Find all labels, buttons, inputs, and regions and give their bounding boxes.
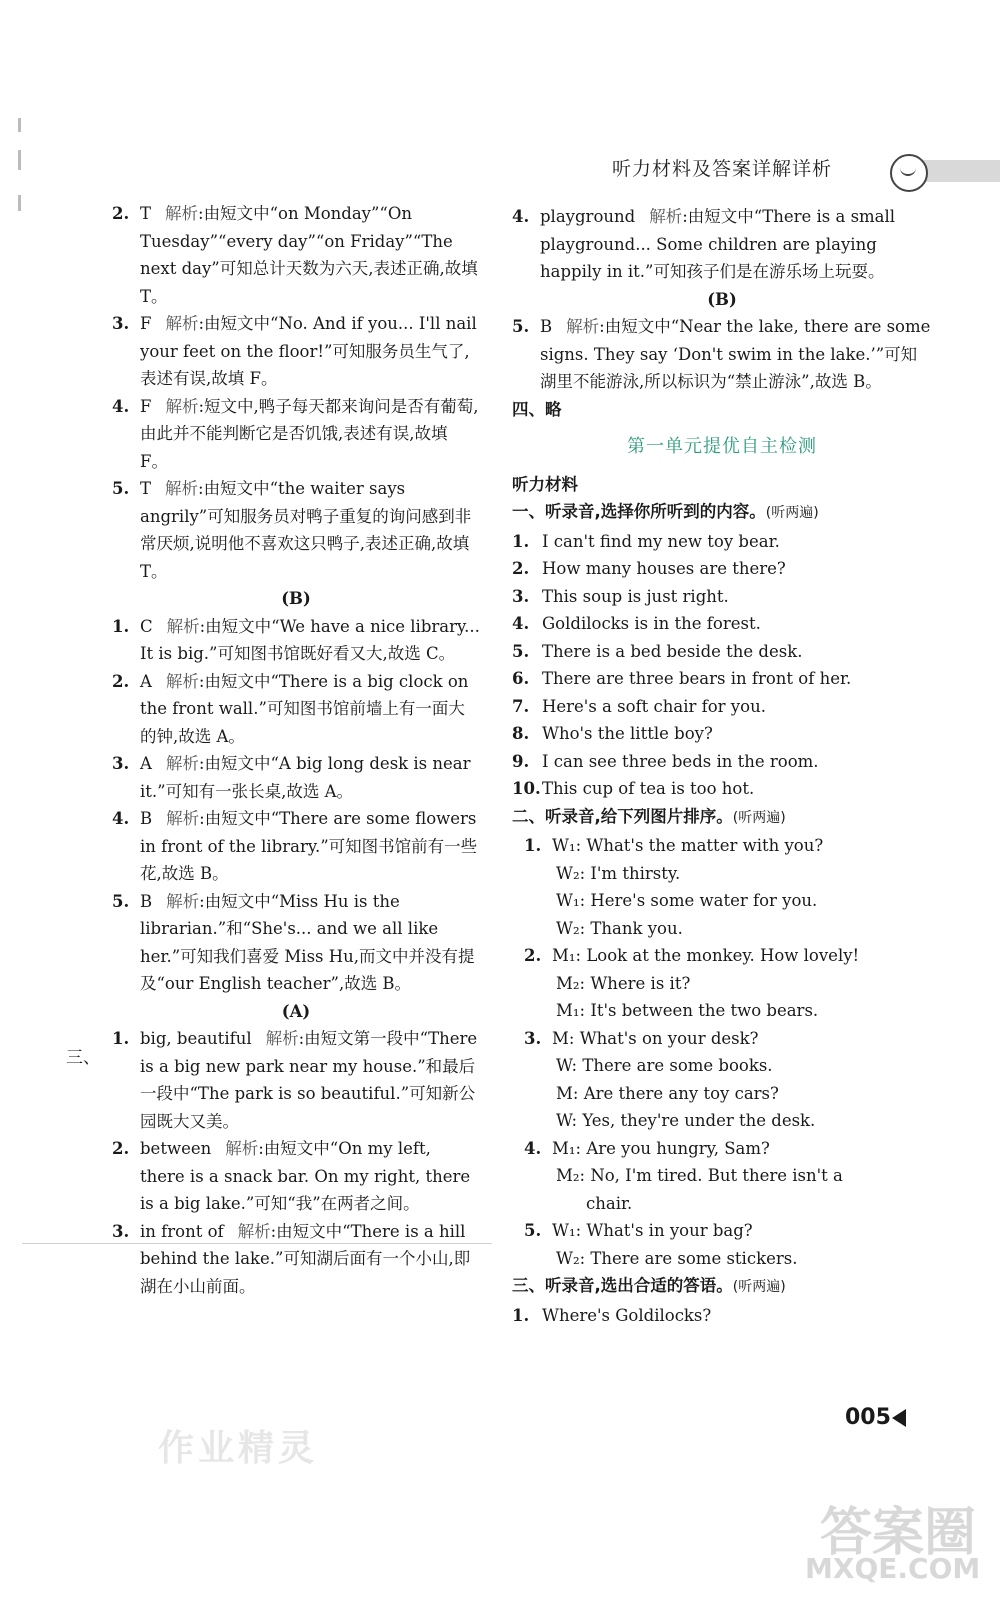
dialogue-line: 2. M₁: Look at the monkey. How lovely! [524, 946, 860, 965]
subsection-label: (B) [281, 589, 311, 608]
answer-item: 4. B 解析:由短文中“There are some flowers in front of the library.”可知图书馆前有一些花,故选 B。 [112, 809, 478, 883]
margin-mark [18, 118, 21, 132]
dialogue-line: M₁: It's between the two bears. [556, 1001, 819, 1020]
listening-item: 8. Who's the little boy? [512, 724, 713, 743]
listening-item: 6. There are three bears in front of her. [512, 669, 852, 688]
dialogue-line: M: Are there any toy cars? [556, 1083, 779, 1103]
answer-item: 3. A 解析:由短文中“A big long desk is near it.”可知有一张长桌,故选 A。 [112, 754, 471, 801]
listening-item: 1. Where's Goldilocks? [512, 1305, 712, 1325]
section-label: 三、 [66, 1048, 100, 1068]
dialogue-line: W₂: I'm thirsty. [556, 863, 681, 883]
answer-item: 4. F 解析:短文中,鸭子每天都来询问是否有葡萄,由此并不能判断它是否饥饿,表述有误,故填 F。 [112, 396, 479, 471]
answer-item: 5. B 解析:由短文中“Near the lake, there are some signs. They say ‘Don't swim in the lake.’”可知湖里不能游泳,所以标识为“禁止游泳”,故选 B。 [512, 317, 931, 391]
dialogue-line: 4. M₁: Are you hungry, Sam? [524, 1138, 770, 1158]
dialogue-line: 3. M: What's on your desk? [524, 1028, 759, 1048]
dialogue-line: M₂: Where is it? [556, 973, 691, 993]
dialogue-line: M₂: No, I'm tired. But there isn't a [556, 1166, 843, 1185]
watermark: MXQE.COM [805, 1552, 981, 1585]
subsection-label: (A) [281, 1001, 311, 1021]
answer-item: 1. C 解析:由短文中“We have a nice library... It is big.”可知图书馆既好看又大,故选 C。 [112, 616, 480, 663]
dialogue-line: W: There are some books. [556, 1056, 773, 1075]
answer-item: 2. between 解析:由短文中“On my left, there is a snack bar. On my right, there is a big lake.”可知“我”在两者之间。 [112, 1139, 471, 1213]
dialogue-line: chair. [586, 1193, 633, 1213]
page-number: 005 [845, 1405, 891, 1430]
listening-item: 2. How many houses are there? [512, 559, 786, 578]
smiley-icon [890, 154, 928, 192]
right-column [512, 203, 932, 1329]
listening-item: 5. There is a bed beside the desk. [512, 641, 803, 661]
listening-item: 4. Goldilocks is in the forest. [512, 614, 761, 633]
answer-item: 5. T 解析:由短文中“the waiter says angrily”可知服务员对鸭子重复的询问感到非常厌烦,说明他不喜欢这只鸭子,表述正确,故填 T。 [112, 479, 472, 581]
answer-item: 5. B 解析:由短文中“Miss Hu is the librarian.”和“She's... and we all like her.”可知我们喜爱 Miss Hu,而文中并没有提及“our English teacher”,故选 B。 [112, 891, 475, 993]
page-arrow-icon [892, 1409, 906, 1427]
section-heading: 二、听录音,给下列图片排序。(听两遍) [512, 806, 786, 826]
answer-item: 2. T 解析:由短文中“on Monday”“On Tuesday”“every day”“on Friday”“The next day”可知总计天数为六天,表述正确,故填 T。 [112, 204, 478, 306]
listening-title: 听力材料 [512, 474, 578, 494]
watermark: 答案圈 [820, 1503, 977, 1563]
answer-item: 1. big, beautiful 解析:由短文第一段中“There is a big new park near my house.”和最后一段中“The park is so beautiful.”可知新公园既大又美。 [112, 1029, 478, 1131]
listening-item: 9. I can see three beds in the room. [512, 751, 819, 771]
listening-item: 7. Here's a soft chair for you. [512, 696, 766, 716]
subsection-label: (B) [707, 289, 737, 309]
answer-item: 4. playground 解析:由短文中“There is a small playground... Some children are playing happily in it.”可知孩子们是在游乐场上玩耍。 [512, 207, 896, 281]
listening-item: 10. This cup of tea is too hot. [512, 779, 755, 798]
section-heading: 三、听录音,选出合适的答语。(听两遍) [512, 1276, 786, 1295]
dialogue-line: 5. W₁: What's in your bag? [524, 1221, 753, 1240]
divider [22, 1243, 492, 1244]
section-four: 四、略 [512, 399, 562, 419]
dialogue-line: 1. W₁: What's the matter with you? [524, 836, 824, 855]
dialogue-line: W₁: Here's some water for you. [556, 891, 818, 910]
page-header-title: 听力材料及答案详解详析 [612, 158, 833, 180]
dialogue-line: W₂: Thank you. [556, 918, 683, 938]
dialogue-line: W₂: There are some stickers. [556, 1248, 798, 1268]
answer-item: 3. in front of 解析:由短文中“There is a hill behind the lake.”可知湖后面有一个小山,即湖在小山前面。 [112, 1221, 471, 1296]
watermark: 作业精灵 [158, 1428, 319, 1469]
listening-item: 3. This soup is just right. [512, 586, 729, 606]
margin-mark [18, 195, 21, 211]
unit-title: 第一单元提优自主检测 [627, 436, 817, 457]
margin-mark [18, 150, 21, 170]
listening-item: 1. I can't find my new toy bear. [512, 531, 780, 551]
section-heading: 一、听录音,选择你所听到的内容。(听两遍) [512, 502, 819, 521]
dialogue-line: W: Yes, they're under the desk. [556, 1111, 816, 1130]
answer-item: 2. A 解析:由短文中“There is a big clock on the front wall.”可知图书馆前墙上有一面大的钟,故选 A。 [112, 671, 469, 746]
left-column [112, 200, 480, 1300]
answer-item: 3. F 解析:由短文中“No. And if you... I'll nail your feet on the floor!”可知服务员生气了,表述有误,故填 F。 [112, 314, 477, 388]
